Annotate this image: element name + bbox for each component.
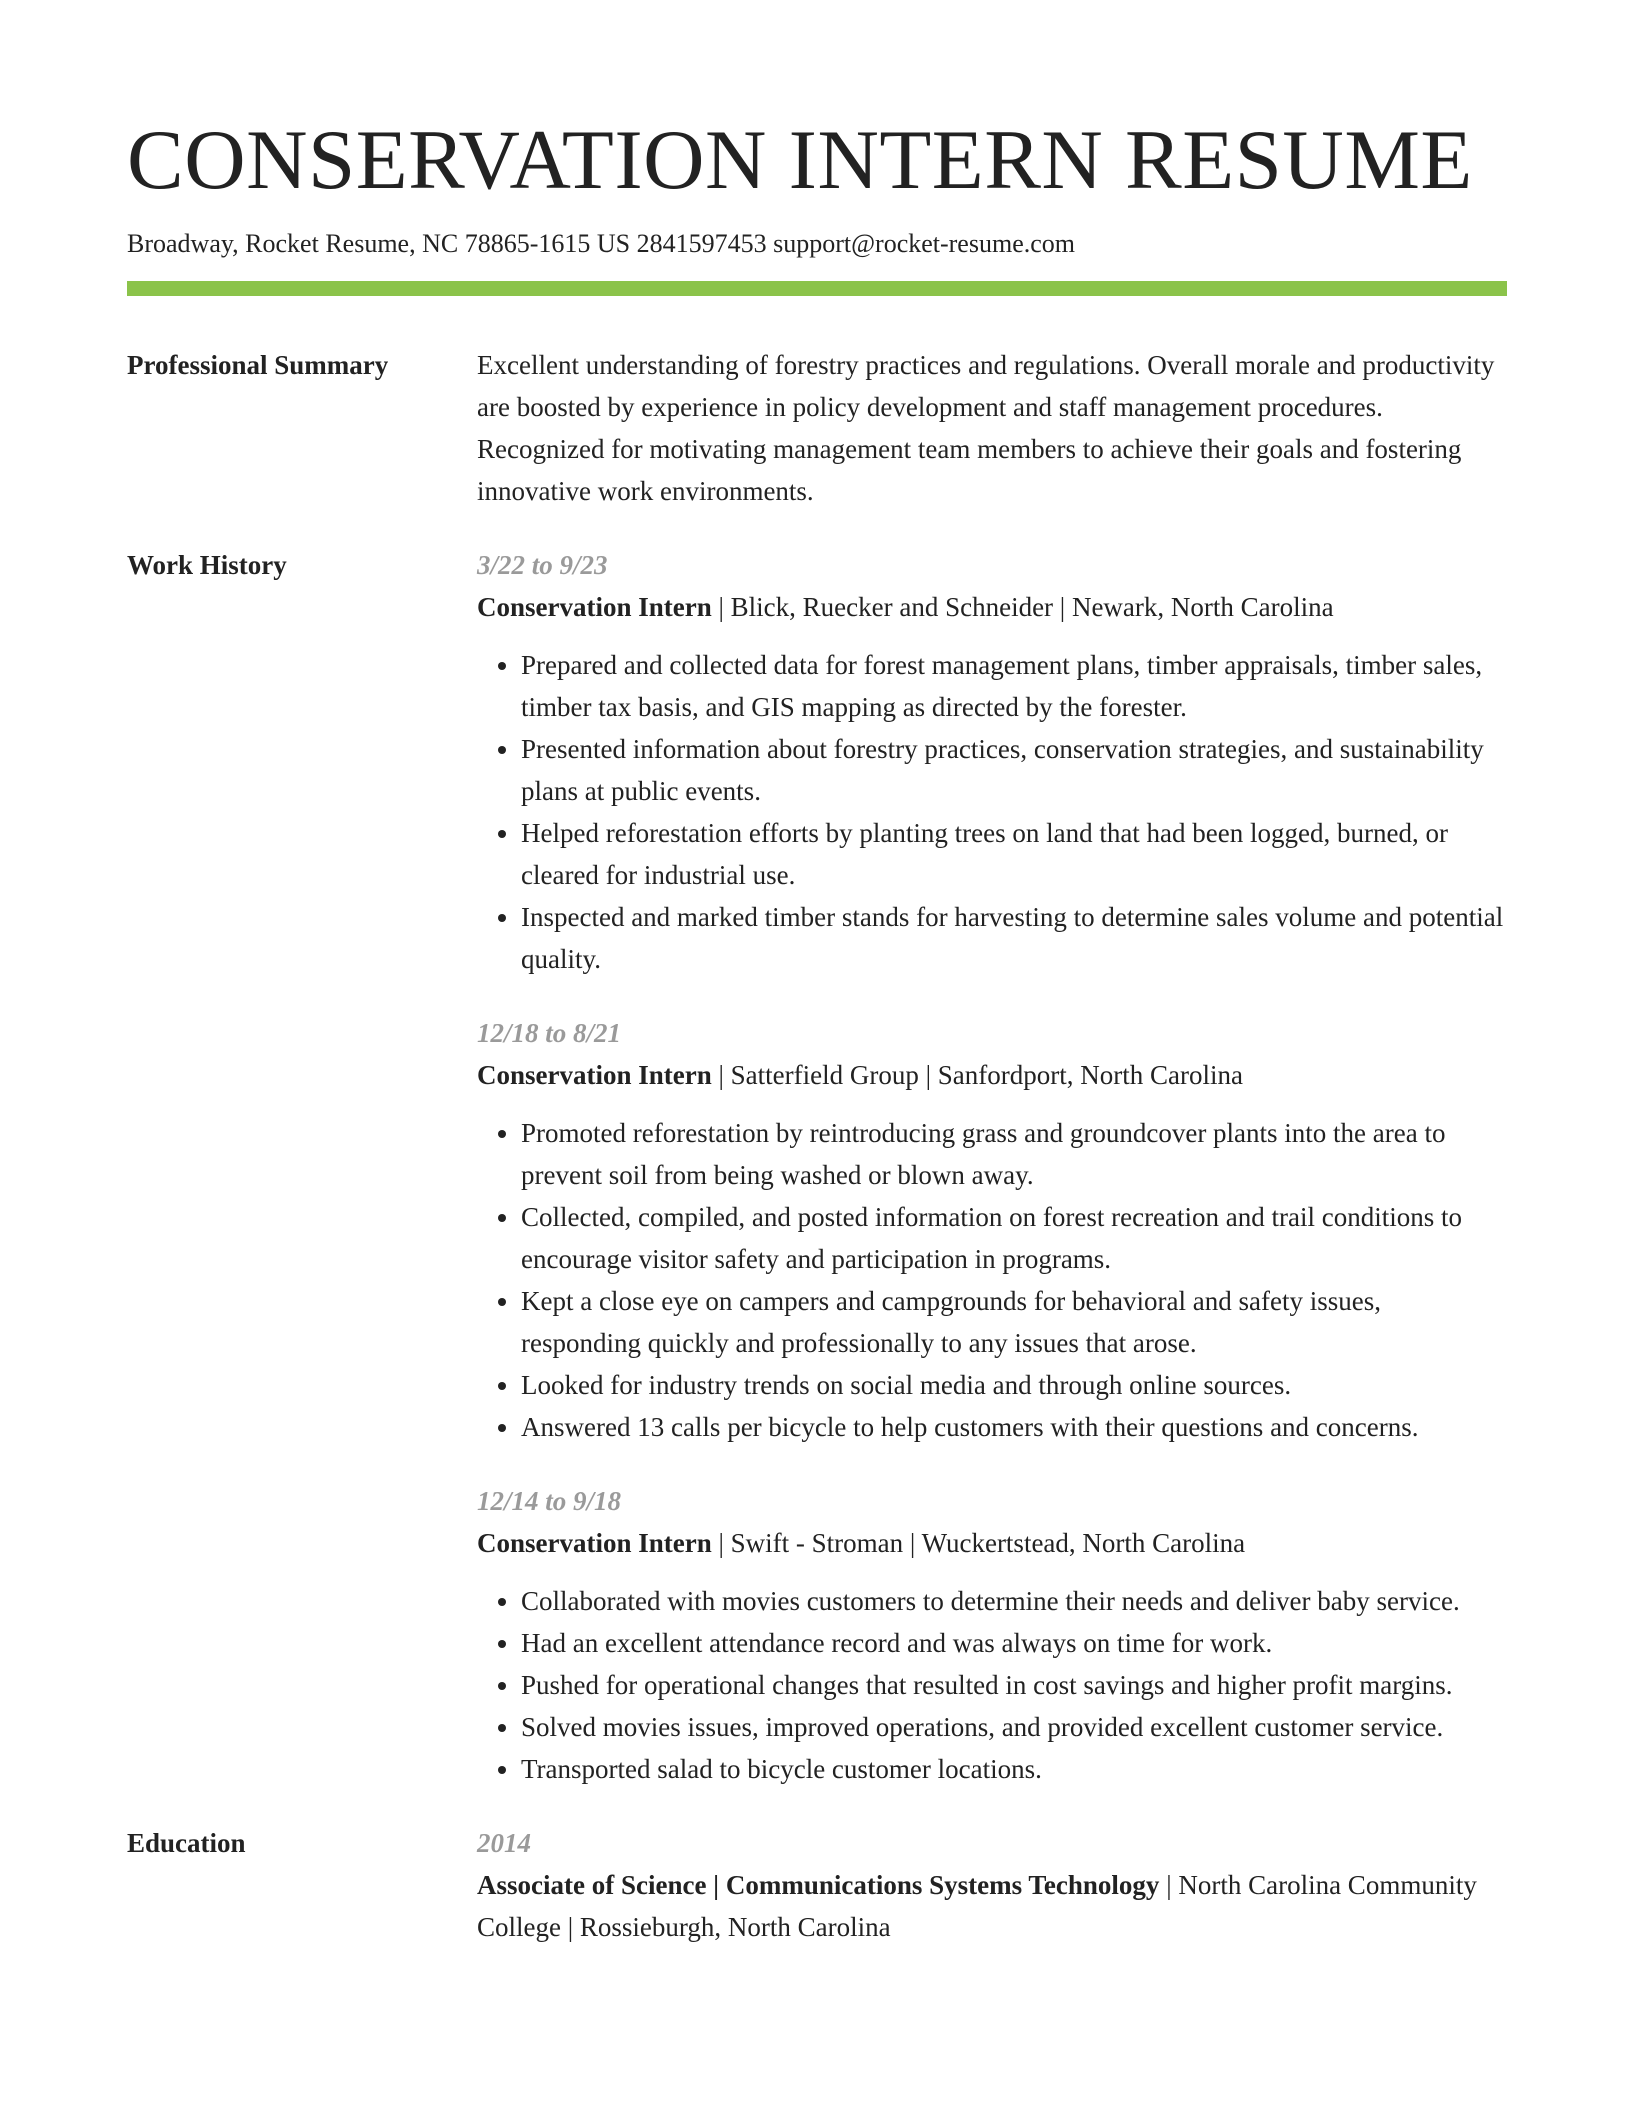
job-bullet: • Promoted reforestation by reintroducing grass and groundcover plants into the area to prevent soil from being washed or blown away. (521, 1112, 1507, 1196)
job-bullet: • Solved movies issues, improved operations, and provided excellent customer service. (521, 1706, 1507, 1748)
job-title: Conservation Intern (477, 1527, 712, 1558)
job-bullet: • Had an excellent attendance record and was always on time for work. (521, 1622, 1507, 1664)
job-bullets (477, 644, 1507, 980)
job-bullet: • Transported salad to bicycle customer locations. (521, 1748, 1507, 1790)
job-bullet: • Collected, compiled, and posted information on forest recreation and trail conditions to encourage visitor safety and participation in programs. (521, 1196, 1507, 1280)
education-year: 2014 (477, 1827, 531, 1858)
education-heading: Education (127, 1827, 246, 1858)
resume-title: CONSERVATION INTERN RESUME (127, 113, 1473, 207)
job-dates: 12/14 to 9/18 (477, 1485, 622, 1516)
summary-section (127, 344, 1507, 512)
job-dates: 12/18 to 8/21 (477, 1017, 622, 1048)
job-bullet: • Answered 13 calls per bicycle to help customers with their questions and concerns. (521, 1406, 1507, 1448)
accent-divider (127, 281, 1507, 296)
job-bullet: • Collaborated with movies customers to determine their needs and deliver baby service. (521, 1580, 1507, 1622)
job-title: Conservation Intern (477, 591, 712, 622)
job-bullet: • Prepared and collected data for forest management plans, timber appraisals, timber sales, timber tax basis, and GIS mapping as directed by the forester. (521, 644, 1507, 728)
job-entry (477, 1012, 1507, 1448)
education-entry (477, 1822, 1507, 1948)
job-bullets (477, 1112, 1507, 1448)
summary-text: Excellent understanding of forestry practices and regulations. Overall morale and productivity are boosted by experience in policy development and staff management procedures. Recognized for motivating management team members to achieve their goals and fostering innovative work environments. (477, 349, 1495, 506)
job-heading (477, 1054, 1507, 1096)
job-entry (477, 544, 1507, 980)
job-bullet: • Kept a close eye on campers and campgrounds for behavioral and safety issues, responding quickly and professionally to any issues that arose. (521, 1280, 1507, 1364)
job-bullet: • Looked for industry trends on social media and through online sources. (521, 1364, 1507, 1406)
education-degree: Associate of Science | Communications Systems Technology (477, 1869, 1160, 1900)
job-title: Conservation Intern (477, 1059, 712, 1090)
work-history-list (477, 544, 1507, 1790)
job-bullet: • Pushed for operational changes that resulted in cost savings and higher profit margins. (521, 1664, 1507, 1706)
job-entry (477, 1480, 1507, 1790)
education-section (127, 1822, 1507, 1948)
contact-line: Broadway, Rocket Resume, NC 78865-1615 US 2841597453 support@rocket-resume.com (127, 229, 1075, 258)
work-history-heading: Work History (127, 549, 287, 580)
education-heading-line (477, 1864, 1507, 1948)
job-details: | Blick, Ruecker and Schneider | Newark, North Carolina (711, 591, 1334, 622)
job-bullet: • Helped reforestation efforts by planting trees on land that had been logged, burned, or cleared for industrial use. (521, 812, 1507, 896)
job-bullet: • Inspected and marked timber stands for harvesting to determine sales volume and potential quality. (521, 896, 1507, 980)
job-dates: 3/22 to 9/23 (477, 549, 608, 580)
work-history-section (127, 544, 1507, 1790)
education-details: | North Carolina Community College | Rossieburgh, North Carolina (477, 1869, 1477, 1942)
job-details: | Swift - Stroman | Wuckertstead, North Carolina (711, 1527, 1246, 1558)
job-heading (477, 586, 1507, 628)
job-details: | Satterfield Group | Sanfordport, North Carolina (711, 1059, 1243, 1090)
job-heading (477, 1522, 1507, 1564)
job-bullets (477, 1580, 1507, 1790)
summary-heading: Professional Summary (127, 349, 389, 380)
job-bullet: • Presented information about forestry practices, conservation strategies, and sustainability plans at public events. (521, 728, 1507, 812)
